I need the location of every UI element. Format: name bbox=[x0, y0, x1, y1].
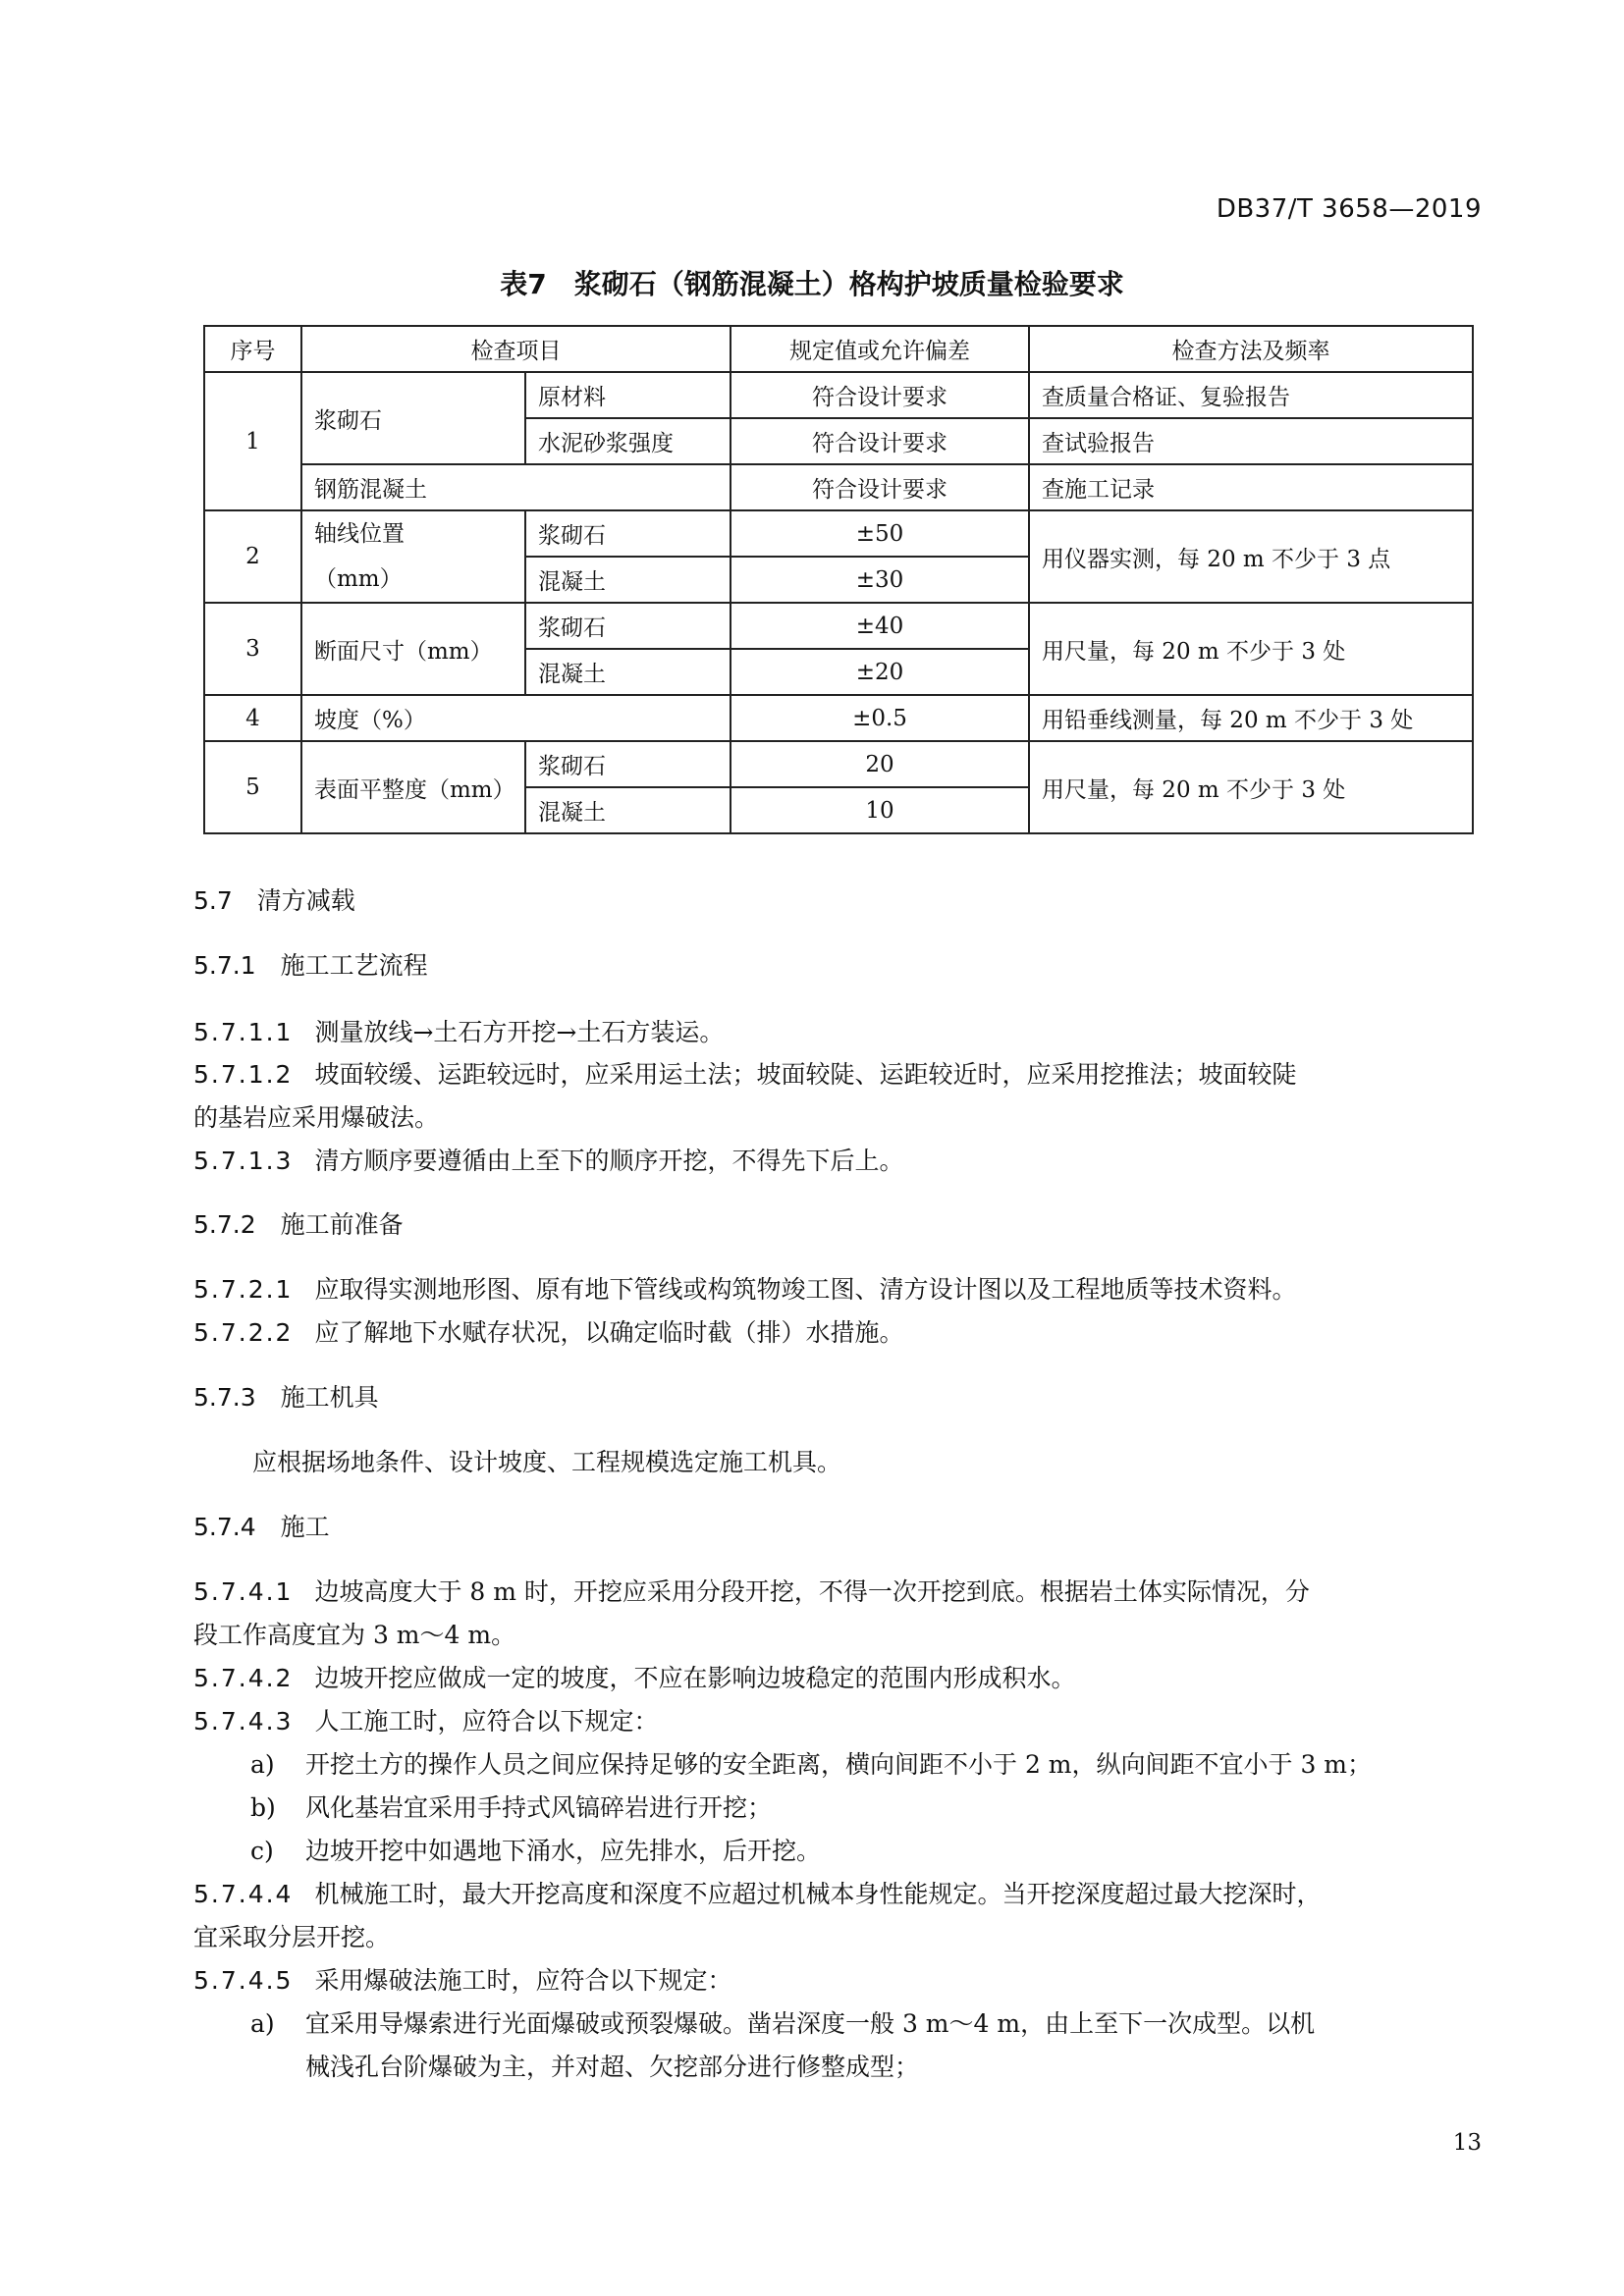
clause: 5.7.2.2 应了解地下水赋存状况，以确定临时截（排）水措施。 bbox=[193, 1318, 904, 1347]
value-cell: ±0.5 bbox=[731, 695, 1029, 741]
item-cell: 坡度（%） bbox=[301, 695, 731, 741]
method-cell: 用铅垂线测量，每 20 m 不少于 3 处 bbox=[1029, 695, 1473, 741]
clause: 5.7.4.3 人工施工时，应符合以下规定： bbox=[193, 1707, 659, 1735]
section-heading: 5.7.4 施工 bbox=[193, 1513, 330, 1541]
item-cell: 断面尺寸（mm） bbox=[301, 603, 525, 695]
section-heading: 5.7 清方减载 bbox=[193, 886, 355, 915]
sub-item-cell: 混凝土 bbox=[525, 787, 731, 833]
item-cell: 浆砌石 bbox=[301, 372, 525, 464]
sub-item-cell: 混凝土 bbox=[525, 649, 731, 695]
sub-item-cell: 浆砌石 bbox=[525, 603, 731, 649]
list-item-continuation: 械浅孔台阶爆破为主，并对超、欠挖部分进行修整成型； bbox=[305, 2053, 920, 2081]
value-cell: 10 bbox=[731, 787, 1029, 833]
item-cell: 表面平整度（mm） bbox=[301, 741, 525, 833]
section-heading: 5.7.3 施工机具 bbox=[193, 1383, 379, 1412]
list-item: a) 开挖土方的操作人员之间应保持足够的安全距离，横向间距不小于 2 m，纵向间距不宜小于 3 m； bbox=[250, 1750, 1373, 1779]
table-row bbox=[204, 372, 1473, 418]
value-cell: 20 bbox=[731, 741, 1029, 787]
clause: 5.7.4.4 机械施工时，最大开挖高度和深度不应超过机械本身性能规定。当开挖深度超过最大挖深时， 宜采取分层开挖。 bbox=[193, 1880, 1322, 1951]
value-cell: ±40 bbox=[731, 603, 1029, 649]
list-item: b) 风化基岩宜采用手持式风镐碎岩进行开挖； bbox=[250, 1793, 773, 1822]
header-cell: 检查项目 bbox=[301, 326, 731, 372]
header-cell: 序号 bbox=[204, 326, 301, 372]
item-cell bbox=[301, 510, 525, 603]
value-cell: ±30 bbox=[731, 557, 1029, 603]
header-cell: 规定值或允许偏差 bbox=[731, 326, 1029, 372]
value-cell: 符合设计要求 bbox=[731, 418, 1029, 464]
clause: 5.7.2.1 应取得实测地形图、原有地下管线或构筑物竣工图、清方设计图以及工程地质等技术资料。 bbox=[193, 1275, 1297, 1304]
method-cell: 查施工记录 bbox=[1029, 464, 1473, 510]
sub-item-cell: 水泥砂浆强度 bbox=[525, 418, 731, 464]
method-cell: 用仪器实测，每 20 m 不少于 3 点 bbox=[1029, 510, 1473, 603]
clause: 5.7.4.5 采用爆破法施工时，应符合以下规定： bbox=[193, 1966, 732, 1995]
sub-item-cell: 混凝土 bbox=[525, 557, 731, 603]
method-cell: 用尺量，每 20 m 不少于 3 处 bbox=[1029, 741, 1473, 833]
row-number: 1 bbox=[204, 372, 301, 510]
clause: 5.7.4.1 边坡高度大于 8 m 时，开挖应采用分段开挖，不得一次开挖到底。根据岩土体实际情况，分 段工作高度宜为 3 m～4 m。 bbox=[193, 1577, 1310, 1649]
item-cell: 钢筋混凝土 bbox=[301, 464, 731, 510]
table-row bbox=[204, 603, 1473, 649]
table-row bbox=[204, 695, 1473, 741]
section-heading: 5.7.2 施工前准备 bbox=[193, 1210, 404, 1239]
row-number: 4 bbox=[204, 695, 301, 741]
method-cell: 查质量合格证、复验报告 bbox=[1029, 372, 1473, 418]
sub-item-cell: 浆砌石 bbox=[525, 510, 731, 557]
header-cell: 检查方法及频率 bbox=[1029, 326, 1473, 372]
sub-item-cell: 原材料 bbox=[525, 372, 731, 418]
row-number: 2 bbox=[204, 510, 301, 603]
value-cell: 符合设计要求 bbox=[731, 372, 1029, 418]
value-cell: ±20 bbox=[731, 649, 1029, 695]
clause: 5.7.1.1 测量放线→土石方开挖→土石方装运。 bbox=[193, 1018, 725, 1046]
table-title: 表7 浆砌石（钢筋混凝土）格构护坡质量检验要求 bbox=[500, 268, 1124, 300]
method-cell: 查试验报告 bbox=[1029, 418, 1473, 464]
quality-inspection-table bbox=[203, 325, 1474, 834]
paragraph: 应根据场地条件、设计坡度、工程规模选定施工机具。 bbox=[252, 1448, 842, 1476]
page-number: 13 bbox=[1452, 2130, 1482, 2156]
method-cell: 用尺量，每 20 m 不少于 3 处 bbox=[1029, 603, 1473, 695]
item-line: 轴线位置 bbox=[314, 521, 405, 547]
row-number: 5 bbox=[204, 741, 301, 833]
row-number: 3 bbox=[204, 603, 301, 695]
table-header-row bbox=[204, 326, 1473, 372]
clause: 5.7.1.2 坡面较缓、运距较远时，应采用运土法；坡面较陡、运距较近时，应采用挖推法；坡面较陡 的基岩应采用爆破法。 bbox=[193, 1060, 1297, 1132]
value-cell: ±50 bbox=[731, 510, 1029, 557]
section-heading: 5.7.1 施工工艺流程 bbox=[193, 951, 428, 980]
item-line: （mm） bbox=[314, 566, 403, 592]
value-cell: 符合设计要求 bbox=[731, 464, 1029, 510]
table-row bbox=[204, 464, 1473, 510]
table-row bbox=[204, 510, 1473, 557]
sub-item-cell: 浆砌石 bbox=[525, 741, 731, 787]
clause: 5.7.4.2 边坡开挖应做成一定的坡度，不应在影响边坡稳定的范围内形成积水。 bbox=[193, 1664, 1076, 1692]
clause: 5.7.1.3 清方顺序要遵循由上至下的顺序开挖，不得先下后上。 bbox=[193, 1147, 904, 1175]
table-row bbox=[204, 741, 1473, 787]
standard-code: DB37/T 3658—2019 bbox=[1216, 194, 1482, 224]
list-item: c) 边坡开挖中如遇地下涌水，应先排水，后开挖。 bbox=[250, 1837, 822, 1865]
list-item: a) 宜采用导爆索进行光面爆破或预裂爆破。凿岩深度一般 3 m～4 m，由上至下一次成型。以机 bbox=[250, 2009, 1316, 2038]
